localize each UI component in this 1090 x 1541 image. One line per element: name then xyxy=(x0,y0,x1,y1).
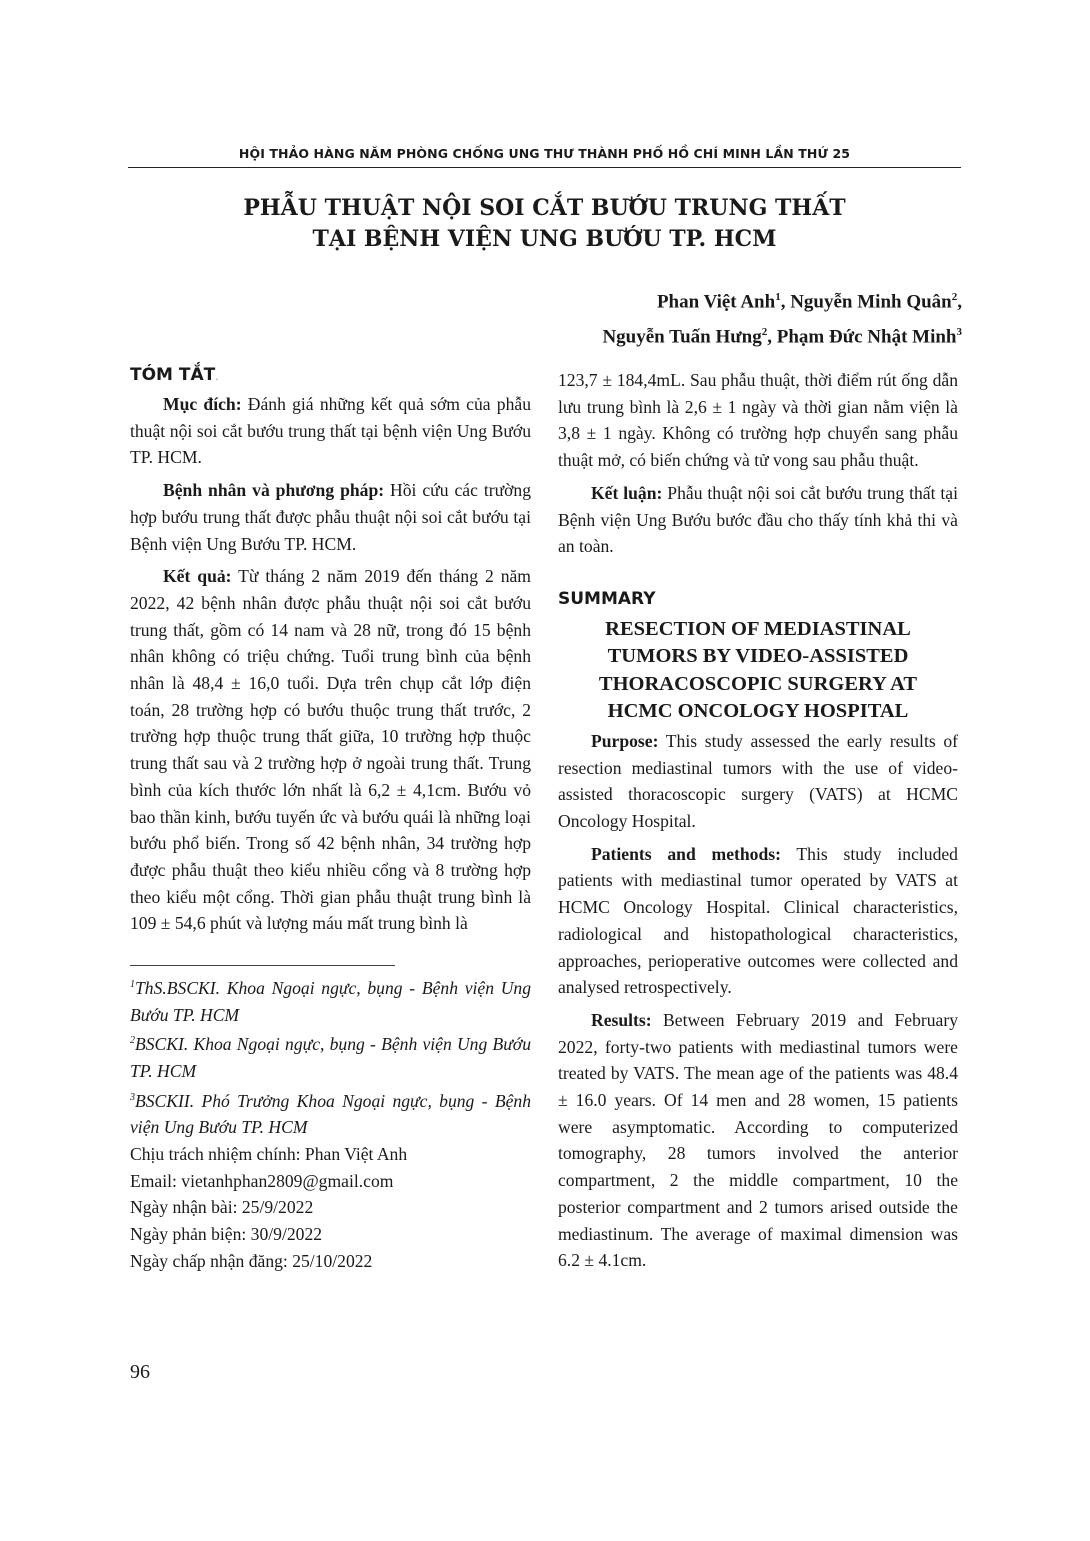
right-column xyxy=(558,367,958,1274)
summary-purpose xyxy=(558,728,958,835)
author-name: Phan Việt Anh xyxy=(656,291,776,313)
abstract-conclusion-label: Kết luận: xyxy=(591,482,663,503)
author-line-2 xyxy=(602,317,962,352)
author-affiliation-mark: 1 xyxy=(775,291,781,303)
footnote-mark: 1 xyxy=(130,979,135,991)
footnote-mark: 2 xyxy=(130,1035,135,1047)
author-list xyxy=(602,282,962,353)
abstract-heading-text: TÓM TẮT xyxy=(130,365,216,385)
author-affiliation-mark: 2 xyxy=(951,291,958,303)
running-header: HỘI THẢO HÀNG NĂM PHÒNG CHỐNG UNG THƯ THÀNH PHỐ HỒ CHÍ MINH LẦN THỨ 25 xyxy=(238,146,851,161)
header-rule xyxy=(128,167,961,168)
summary-purpose-text: This study assessed the early results of resection mediastinal tumors with the use of video-assisted thoracoscopic surgery (VATS) at HCMC Oncology Hospital. xyxy=(558,730,958,832)
summary-results-label: Results: xyxy=(591,1009,652,1030)
abstract-results-continued: 123,7 ± 184,4mL. Sau phẫu thuật, thời điểm rút ống dẫn lưu trung bình là 2,6 ± 1 ngày và thời gian nằm viện là 3,8 ± 1 ngày. Không có trường hợp chuyển sang phẫu thuật mở, có biến chứng và tử vong sau phẫu thuật. xyxy=(558,370,958,471)
summary-methods-label: Patients and methods: xyxy=(591,843,781,864)
corresponding-email: Email: vietanhphan2809@gmail.com xyxy=(130,1170,394,1191)
abstract-results-label: Kết quả: xyxy=(163,566,232,587)
footnote-text: BSCKII. Phó Trưởng Khoa Ngoại ngực, bụng - Bệnh viện Ung Bướu TP. HCM xyxy=(130,1090,531,1138)
footnote-text: BSCKI. Khoa Ngoại ngực, bụng - Bệnh viện Ung Bướu TP. HCM xyxy=(130,1034,531,1081)
author-separator: , xyxy=(957,291,962,313)
footnote-3 xyxy=(130,1085,531,1141)
footnote-1 xyxy=(130,972,531,1028)
author-separator: , xyxy=(780,291,791,313)
summary-results-text: Between February 2019 and February 2022, forty-two patients with mediastinal tumors were treated by VATS. The mean age of the patients was 48.4 ± 16.0 years. Of 14 men and 28 women, 15 patients were asymptomatic. According to computerized tomography, 28 tumors involved the anterior compartment, 2 the middle compartment, 10 the posterior compartment and 2 tumors arised outside the mediastinum. The average of maximal dimension was 6.2 ± 4.1cm. xyxy=(558,1009,958,1271)
abstract-purpose-label: Mục đích: xyxy=(163,394,242,414)
summary-title-line-3: THORACOSCOPIC SURGERY AT xyxy=(598,672,918,695)
footnote-rule xyxy=(130,965,395,966)
left-column xyxy=(130,362,531,1274)
author-separator: , xyxy=(767,326,777,348)
abstract-purpose xyxy=(130,391,531,471)
date-received: Ngày nhận bài: 25/9/2022 xyxy=(130,1197,314,1218)
summary-results xyxy=(558,1007,958,1274)
abstract-heading xyxy=(130,362,531,391)
footnote-text: ThS.BSCKI. Khoa Ngoại ngực, bụng - Bệnh viện Ung Bướu TP. HCM xyxy=(130,977,531,1025)
summary-heading: SUMMARY xyxy=(558,588,656,609)
summary-methods xyxy=(558,841,958,1001)
author-affiliation-mark: 2 xyxy=(761,326,768,339)
summary-methods-text: This study included patients with mediastinal tumor operated by VATS at HCMC Oncology Hospital. Clinical characteristics, radiological and histopathological characteristics, approaches, perioperative outcomes were collected and analysed retrospectively. xyxy=(558,843,958,998)
abstract-results-text: Từ tháng 2 năm 2019 đến tháng 2 năm 2022, 42 bệnh nhân được phẫu thuật nội soi cắt bướu trung thất, gồm có 14 nam và 28 nữ, trong đó 15 bệnh nhân không có triệu chứng. Tuổi trung bình của bệnh nhân là 48,4 ± 16,0 tuổi. Dựa trên chụp cắt lớp điện toán, 28 trường hợp có bướu thuộc trung thất trước, 2 trường hợp thuộc trung thất giữa, 10 trường hợp thuộc trung thất sau và 2 trường hợp ở ngoài trung thất. Trung bình của kích thước lớn nhất là 6,2 ± 4,1cm. Bướu vỏ bao thần kinh, bướu tuyến ức và bướu quái là những loại bướu phổ biến. Trong số 42 bệnh nhân, 34 trường hợp được phẫu thuật theo kiểu nhiều cổng và 8 trường hợp theo kiểu một cổng. Thời gian phẫu thuật trung bình là 109 ± 54,6 phút và lượng máu mất trung bình là xyxy=(130,566,531,934)
page-number: 96 xyxy=(130,1361,150,1383)
article-title-line-1: PHẪU THUẬT NỘI SOI CẮT BƯỚU TRUNG THẤT xyxy=(243,195,846,221)
summary-title-line-2: TUMORS BY VIDEO-ASSISTED xyxy=(607,645,909,668)
abstract-methods-text: Hồi cứu các trường hợp bướu trung thất được phẫu thuật nội soi cắt bướu tại Bệnh viện Ung Bướu TP. HCM. xyxy=(130,480,531,554)
summary-title xyxy=(558,616,958,726)
abstract-heading-mark: . xyxy=(215,372,219,383)
article-title-line-2: TẠI BỆNH VIỆN UNG BƯỚU TP. HCM xyxy=(312,226,777,252)
summary-title-line-4: HCMC ONCOLOGY HOSPITAL xyxy=(607,700,909,723)
summary-title-line-1: RESECTION OF MEDIASTINAL xyxy=(605,617,911,640)
date-reviewed: Ngày phản biện: 30/9/2022 xyxy=(130,1223,323,1244)
abstract-methods xyxy=(130,477,531,557)
footnote-2 xyxy=(130,1028,531,1084)
corresponding-author: Chịu trách nhiệm chính: Phan Việt Anh xyxy=(130,1143,408,1164)
abstract-conclusion xyxy=(558,480,958,560)
abstract-conclusion-text: Phẫu thuật nội soi cắt bướu trung thất tại Bệnh viện Ung Bướu bước đầu cho thấy tính khả thi và an toàn. xyxy=(558,482,958,557)
abstract-purpose-text: Đánh giá những kết quả sớm của phẫu thuật nội soi cắt bướu trung thất tại bệnh viện Ung Bướu TP. HCM. xyxy=(130,394,531,468)
author-line-1 xyxy=(602,282,962,317)
author-affiliation-mark: 3 xyxy=(956,326,962,339)
summary-purpose-label: Purpose: xyxy=(591,730,659,751)
abstract-results xyxy=(130,563,531,937)
author-name: Nguyễn Tuấn Hưng xyxy=(602,326,762,348)
abstract-methods-label: Bệnh nhân và phương pháp: xyxy=(163,480,385,501)
author-name: Nguyễn Minh Quân xyxy=(790,291,952,313)
article-title xyxy=(128,193,961,255)
footnote-mark: 3 xyxy=(130,1091,135,1103)
author-name: Phạm Đức Nhật Minh xyxy=(776,326,957,348)
date-accepted: Ngày chấp nhận đăng: 25/10/2022 xyxy=(130,1250,373,1271)
